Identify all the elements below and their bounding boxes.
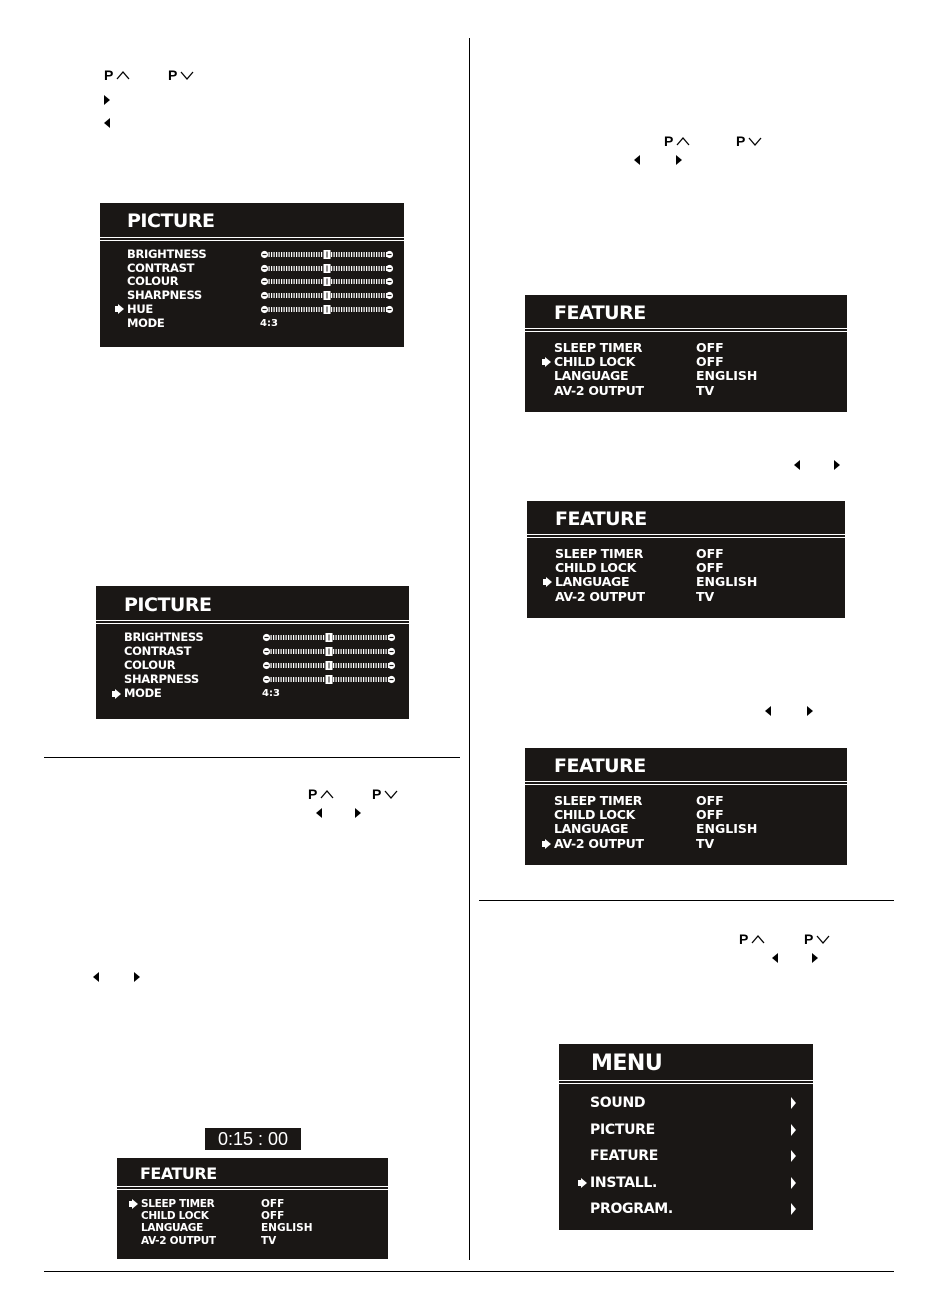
menu-item-picture[interactable]: PICTURE [590,1121,655,1138]
title-divider [527,534,845,538]
menu-item-child-lock[interactable]: CHILD LOCK [555,560,636,576]
menu-value-av-2-output: TV [261,1234,277,1247]
picture-menu-mode [96,586,409,719]
menu-value-sleep-timer: OFF [696,793,724,808]
p-label: P [372,786,382,802]
slider-brightness[interactable] [262,633,396,642]
main-menu-title: MENU [591,1051,663,1076]
selection-pointer-icon [545,839,551,849]
menu-item-child-lock[interactable]: CHILD LOCK [554,354,635,370]
menu-value-child-lock: OFF [696,354,724,370]
menu-value-language: ENGLISH [696,368,758,384]
menu-item-child-lock[interactable]: CHILD LOCK [554,807,635,823]
menu-item-mode[interactable]: MODE [124,686,162,700]
menu-value-language: ENGLISH [696,821,758,837]
picture-menu-title: PICTURE [127,210,215,232]
menu-item-av-2-output[interactable]: AV-2 OUTPUT [554,835,644,851]
menu-value-av-2-output: TV [696,835,715,851]
slider-colour[interactable] [260,277,394,286]
menu-value-child-lock: OFF [696,807,724,823]
p-up-symbol [739,931,765,947]
left-arrow-icon [316,808,322,818]
menu-value-av-2-output: TV [696,588,715,604]
menu-item-child-lock[interactable]: CHILD LOCK [141,1210,209,1223]
p-down-symbol [804,931,830,947]
chevron-up-icon [320,788,334,800]
menu-value-language: ENGLISH [261,1222,313,1235]
title-divider [559,1080,813,1084]
p-up-symbol [664,133,690,149]
menu-value-sleep-timer: OFF [261,1198,285,1210]
selection-pointer-icon [115,689,121,699]
selection-pointer-icon [581,1178,587,1188]
menu-value-mode: 4:3 [260,317,278,329]
feature-menu-title: FEATURE [140,1164,217,1183]
chevron-up-icon [751,933,765,945]
slider-sharpness[interactable] [260,291,394,300]
slider-contrast[interactable] [260,264,394,273]
p-label: P [664,133,674,149]
menu-item-sharpness[interactable]: SHARPNESS [127,288,202,303]
feature-menu-title: FEATURE [554,755,646,777]
title-divider [525,328,847,332]
menu-value-language: ENGLISH [696,574,758,590]
p-label: P [804,931,814,947]
p-up-symbol [104,67,130,83]
title-divider [100,237,404,241]
p-label: P [739,931,749,947]
menu-item-av-2-output[interactable]: AV-2 OUTPUT [555,588,645,604]
menu-item-colour[interactable]: COLOUR [127,274,179,289]
left-arrow-icon [104,118,110,128]
menu-item-install[interactable]: INSTALL. [590,1174,658,1191]
menu-item-brightness[interactable]: BRIGHTNESS [127,247,207,261]
menu-value-child-lock: OFF [696,560,724,576]
left-arrow-icon [765,706,771,716]
right-arrow-icon [134,972,140,982]
title-divider [525,781,847,785]
slider-colour[interactable] [262,661,396,670]
p-down-symbol [736,133,762,149]
chevron-down-icon [180,69,194,81]
chevron-up-icon [116,69,130,81]
slider-brightness[interactable] [260,250,394,259]
right-arrow-icon [812,953,818,963]
menu-item-sleep-timer[interactable]: SLEEP TIMER [555,546,644,561]
right-arrow-icon [676,155,682,165]
menu-item-language[interactable]: LANGUAGE [554,821,629,837]
right-arrow-icon [104,95,110,105]
menu-item-contrast[interactable]: CONTRAST [124,644,192,658]
column-divider [469,38,470,1260]
p-label: P [104,67,114,83]
menu-item-sleep-timer[interactable]: SLEEP TIMER [554,793,643,808]
slider-sharpness[interactable] [262,675,396,684]
selection-pointer-icon [545,357,551,367]
title-divider [117,1186,388,1190]
menu-item-feature[interactable]: FEATURE [590,1148,659,1165]
menu-item-av-2-output[interactable]: AV-2 OUTPUT [554,382,644,398]
feature-menu-av2-output [525,748,847,865]
menu-value-sleep-timer: OFF [696,546,724,561]
selection-pointer-icon [118,304,124,314]
submenu-arrow-icon [791,1203,796,1215]
submenu-arrow-icon [791,1097,796,1109]
chevron-down-icon [816,933,830,945]
sleep-timer-display: 0:15 : 00 [205,1128,301,1150]
submenu-arrow-icon [791,1150,796,1162]
submenu-arrow-icon [791,1124,796,1136]
submenu-arrow-icon [791,1177,796,1189]
left-arrow-icon [634,155,640,165]
left-arrow-icon [794,460,800,470]
section-divider-left [44,757,460,758]
menu-value-mode: 4:3 [262,688,280,699]
menu-item-av-2-output[interactable]: AV-2 OUTPUT [141,1234,216,1247]
menu-item-brightness[interactable]: BRIGHTNESS [124,630,204,644]
p-down-symbol [372,786,398,802]
feature-menu-language [527,501,845,618]
right-arrow-icon [834,460,840,470]
chevron-down-icon [748,135,762,147]
p-label: P [308,786,318,802]
menu-item-contrast[interactable]: CONTRAST [127,260,195,275]
feature-menu-child-lock [525,295,847,412]
p-down-symbol [168,67,194,83]
p-up-symbol [308,786,334,802]
menu-item-sharpness[interactable]: SHARPNESS [124,672,199,686]
menu-item-sleep-timer[interactable]: SLEEP TIMER [554,340,643,355]
picture-menu-hue [100,203,404,347]
selection-pointer-icon [546,577,552,587]
main-menu [559,1044,813,1230]
selection-pointer-icon [132,1199,138,1209]
menu-item-language[interactable]: LANGUAGE [555,574,630,590]
menu-item-sound[interactable]: SOUND [590,1095,646,1111]
menu-item-colour[interactable]: COLOUR [124,658,176,672]
chevron-up-icon [676,135,690,147]
menu-item-sleep-timer[interactable]: SLEEP TIMER [141,1198,215,1210]
menu-item-mode[interactable]: MODE [127,315,165,330]
chevron-down-icon [384,788,398,800]
menu-value-child-lock: OFF [261,1210,285,1223]
menu-item-language[interactable]: LANGUAGE [554,368,629,384]
section-divider-right [479,900,894,901]
p-label: P [168,67,178,83]
title-divider [96,620,409,624]
right-arrow-icon [807,706,813,716]
menu-item-language[interactable]: LANGUAGE [141,1222,203,1235]
menu-item-hue[interactable]: HUE [127,301,153,316]
menu-value-sleep-timer: OFF [696,340,724,355]
p-label: P [736,133,746,149]
menu-value-av-2-output: TV [696,382,715,398]
right-arrow-icon [355,808,361,818]
menu-item-program[interactable]: PROGRAM. [590,1201,673,1218]
feature-menu-title: FEATURE [555,508,647,530]
slider-contrast[interactable] [262,647,396,656]
page-footer-rule [44,1271,894,1272]
slider-hue[interactable] [260,305,394,314]
feature-menu-title: FEATURE [554,302,646,324]
picture-menu-title: PICTURE [124,594,212,616]
feature-menu-sleep-timer [117,1158,388,1259]
left-arrow-icon [772,953,778,963]
left-arrow-icon [93,972,99,982]
